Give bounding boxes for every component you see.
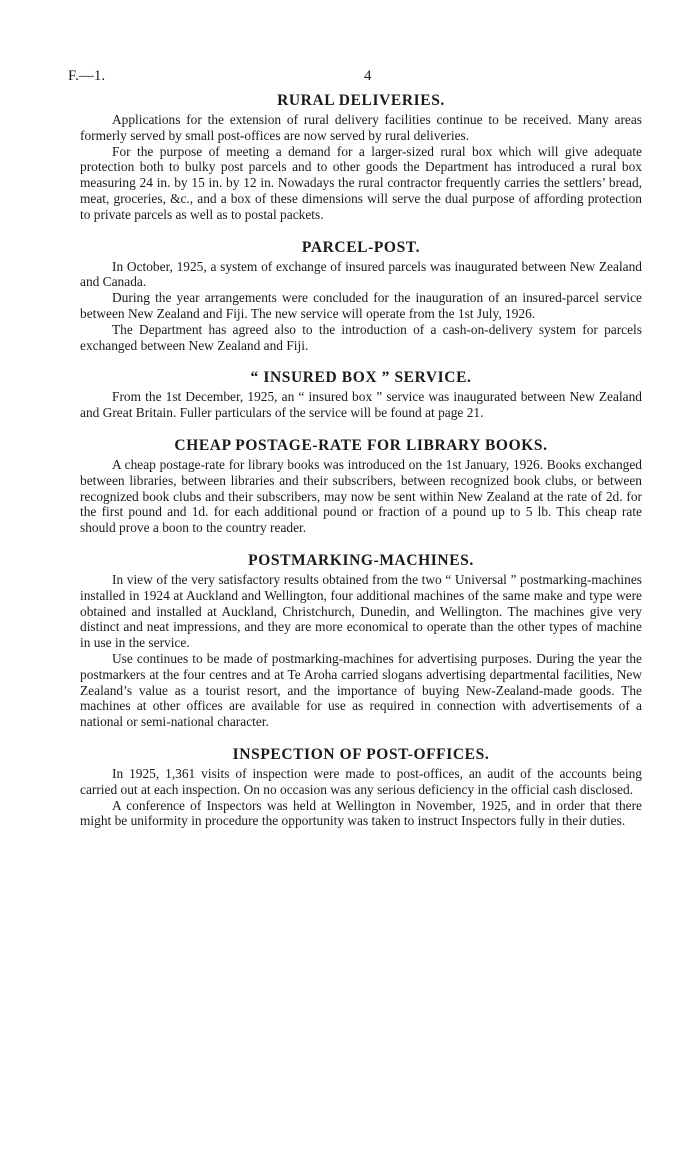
paragraph: Use continues to be made of postmarking-machines for advertising purposes. During the year the postmarkers at the four centres and at Te Aroha carried slogans advertising departmental facilities, New Zealand’s value as a tourist resort, and the importance of buying New-Zealand-made goods. The machines at other offices are available for use as required in connection with advertisements of a national or semi-national character.	[80, 650, 642, 730]
paragraph: In view of the very satisfactory results obtained from the two “ Universal ” postmarking-machines installed in 1924 at Auckland and Wellington, four additional machines of the same make and type were obtained and installed at Auckland, Christchurch, Dunedin, and Wellington. The machines give very distinct and neat impressions, and they are more economical to operate than the other types of machine in use in the service.	[80, 571, 642, 651]
paragraph: From the 1st December, 1925, an “ insured box ” service was inaugurated between New Zealand and Great Britain. Fuller particulars of the service will be found at page 21.	[80, 389, 642, 421]
section-rural-deliveries	[80, 92, 642, 223]
page-header	[68, 68, 642, 92]
section-parcel-post	[80, 239, 642, 354]
section-heading: “ INSURED BOX ” SERVICE.	[250, 369, 472, 387]
paragraph: For the purpose of meeting a demand for a larger-sized rural box which will give adequate protection both to bulky post parcels and to other goods the Department has introduced a rural box measuring 24 in. by 15 in. by 12 in. Nowadays the rural contractor frequently carries the settlers’ bread, meat, groceries, &c., and a box of these dimensions will serve the dual purpose of affording protection to private parcels as well as to postal packets.	[80, 143, 642, 222]
section-heading: RURAL DELIVERIES.	[277, 92, 445, 109]
section-insured-box	[80, 369, 642, 421]
paragraph: In October, 1925, a system of exchange of insured parcels was inaugurated between New Zealand and Canada.	[80, 258, 642, 290]
section-heading: CHEAP POSTAGE-RATE FOR LIBRARY BOOKS.	[174, 436, 548, 454]
paragraph: During the year arrangements were concluded for the inauguration of an insured-parcel service between New Zealand and Fiji. The new service will operate from the 1st July, 1926.	[80, 290, 642, 321]
section-library-books	[80, 437, 642, 536]
section-heading: INSPECTION OF POST-OFFICES.	[232, 745, 490, 763]
section-postmarking-machines	[80, 552, 642, 730]
document-page	[68, 68, 642, 829]
page-number: 4	[364, 68, 372, 84]
paragraph: Applications for the extension of rural delivery facilities continue to be received. Many areas formerly served by small post-offices are now served by rural deliveries.	[80, 112, 642, 143]
document-reference: F.—1.	[68, 68, 106, 84]
paragraph: A cheap postage-rate for library books was introduced on the 1st January, 1926. Books exchanged between libraries, between libraries and their subscribers, between recognized book clubs, or between recognized book clubs and their subscribers, may now be sent within New Zealand at the rate of 2d. for the first pound and 1d. for each additional pound or fraction of a pound up to 5 lb. This cheap rate should prove a boon to the country reader.	[80, 456, 642, 536]
section-heading: PARCEL-POST.	[301, 238, 421, 256]
section-inspection	[80, 746, 642, 829]
section-heading: POSTMARKING-MACHINES.	[248, 551, 474, 569]
paragraph: The Department has agreed also to the introduction of a cash-on-delivery system for parcels exchanged between New Zealand and Fiji.	[80, 321, 642, 353]
paragraph: A conference of Inspectors was held at Wellington in November, 1925, and in order that there might be uniformity in procedure the opportunity was taken to instruct Inspectors fully in their duties.	[80, 797, 642, 829]
paragraph: In 1925, 1,361 visits of inspection were made to post-offices, an audit of the accounts being carried out at each inspection. On no occasion was any serious deficiency in the official cash disclosed.	[80, 765, 642, 797]
